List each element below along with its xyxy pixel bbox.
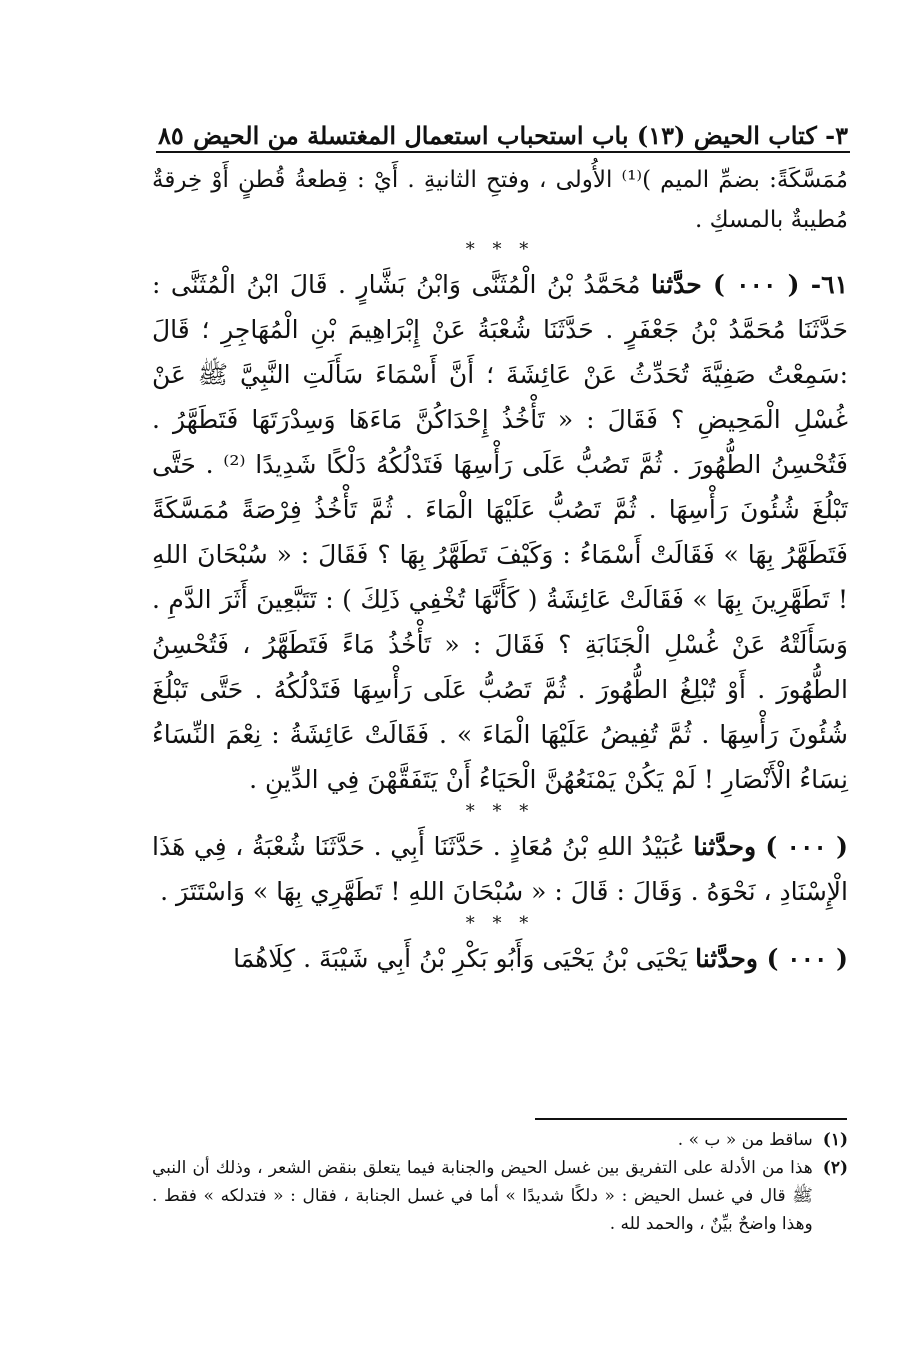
section-separator: * * *	[465, 801, 535, 822]
running-header	[158, 112, 848, 150]
hadith-61-text: مُحَمَّدُ بْنُ الْمُثَنَّى وَابْنُ بَشَّارٍ . قَالَ ابْنُ الْمُثَنَّى : حَدَّثَنَا مُحَمَّدُ بْنُ جَعْفَرٍ . حَدَّثَنَا شُعْبَةُ عَنْ إِبْرَاهِيمَ بْنِ الْمُهَاجِرِ ؛ قَالَ :سَمِعْتُ صَفِيَّةَ تُحَدِّثُ عَنْ عَائِشَةَ ؛ أَنَّ أَسْمَاءَ سَأَلَتِ النَّبِيَّ ﷺ عَنْ غُسْلِ الْمَحِيضِ ؟ فَقَالَ : « تَأْخُذُ إِحْدَاكُنَّ مَاءَهَا وَسِدْرَتَهَا فَتَطَهَّرُ . فَتُحْسِنُ الطُّهُورَ . ثُمَّ تَصُبُّ عَلَى رَأْسِهَا فَتَدْلُكُهُ دَلْكًا شَدِيدًا ⁽²⁾ . حَتَّى تَبْلُغَ شُئُونَ رَأْسِهَا . ثُمَّ تَصُبُّ عَلَيْهَا الْمَاءَ . ثُمَّ تَأْخُذُ فِرْصَةً مُمَسَّكَةً فَتَطَهَّرُ بِهَا » فَقَالَتْ أَسْمَاءُ : وَكَيْفَ تَطَهَّرُ بِهَا ؟ فَقَالَ : « سُبْحَانَ اللهِ ! تَطَهَّرِينَ بِهَا » فَقَالَتْ عَائِشَةُ ( كَأَنَّهَا تُخْفِي ذَلِكَ ) : تَتَبَّعِينَ أَثَرَ الدَّمِ . وَسَأَلَتْهُ عَنْ غُسْلِ الْجَنَابَةِ ؟ فَقَالَ : « تَأْخُذُ مَاءً فَتَطَهَّرُ ، فَتُحْسِنُ الطُّهُورَ . أَوْ تُبْلِغُ الطُّهُورَ . ثُمَّ تَصُبُّ عَلَى رَأْسِهَا فَتَدْلُكُهُ . حَتَّى تَبْلُغَ شُئُونَ رَأْسِهَا . ثُمَّ تُفِيضُ عَلَيْهَا الْمَاءَ » . فَقَالَتْ عَائِشَةُ : نِعْمَ النِّسَاءُ نِسَاءُ الْأَنْصَارِ ! لَمْ يَكُنْ يَمْنَعُهُنَّ الْحَيَاءُ أَنْ يَتَفَقَّهْنَ فِي الدِّينِ .	[152, 270, 848, 794]
hadith-61	[152, 262, 848, 802]
hadith-third-number: ( ٠٠٠ ) وحدَّثنا	[695, 944, 848, 973]
header-rule	[156, 151, 850, 153]
footnotes	[152, 1126, 848, 1238]
footnote-2-number: (٢)	[822, 1158, 848, 1178]
footnote-1-number: (١)	[822, 1130, 848, 1150]
main-text	[152, 160, 848, 981]
footnote-2-text: هذا من الأدلة على التفريق بين غسل الحيض والجنابة فيما يتعلق بنقض الشعر ، وذلك أن النبي ﷺ قال في غسل الحيض : « دلكًا شديدًا » أما في غسل الجنابة ، فقال : « فتدلكه » فقط . وهذا واضحٌ بيِّنٌ ، والحمد لله .	[152, 1158, 813, 1234]
gloss-line-1: مُمَسَّكَةً: بضمِّ الميم )⁽¹⁾ الأُولى ، وفتحِ الثانيةِ . أَيْ : قِطعةُ قُطنٍ أَوْ خِرقةٌ	[152, 167, 848, 193]
hadith-second	[152, 824, 848, 914]
footnote-1-text: ساقط من « ب » .	[677, 1130, 813, 1150]
hadith-second-text: عُبَيْدُ اللهِ بْنُ مُعَاذٍ . حَدَّثَنَا أَبِي . حَدَّثَنَا شُعْبَةُ ، فِي هَذَا الْإِسْنَادِ ، نَحْوَهُ . وَقَالَ : قَالَ : « سُبْحَانَ اللهِ ! تَطَهَّرِي بِهَا » وَاسْتَتَرَ .	[152, 832, 848, 906]
hadith-61-number: ٦١- ( ٠٠٠ ) حدَّثنا	[651, 270, 848, 299]
hadith-second-number: ( ٠٠٠ ) وحدَّثنا	[693, 832, 848, 861]
section-separator: * * *	[465, 239, 535, 260]
gloss-paragraph	[152, 160, 848, 240]
section-separator: * * *	[465, 913, 535, 934]
gloss-line-2: مُطيبةٌ بالمسكِ .	[695, 207, 848, 233]
chapter-title: ٣- كتاب الحيض (١٣) باب استحباب استعمال المغتسلة من الحيض	[193, 121, 848, 150]
footnote-2	[152, 1154, 848, 1238]
footnote-1	[152, 1126, 848, 1154]
page-number: ٨٥	[158, 121, 184, 150]
hadith-third	[152, 936, 848, 981]
footnote-rule	[535, 1118, 847, 1120]
hadith-third-text: يَحْيَى بْنُ يَحْيَى وَأَبُو بَكْرِ بْنُ أَبِي شَيْبَةَ . كِلَاهُمَا	[233, 944, 688, 973]
